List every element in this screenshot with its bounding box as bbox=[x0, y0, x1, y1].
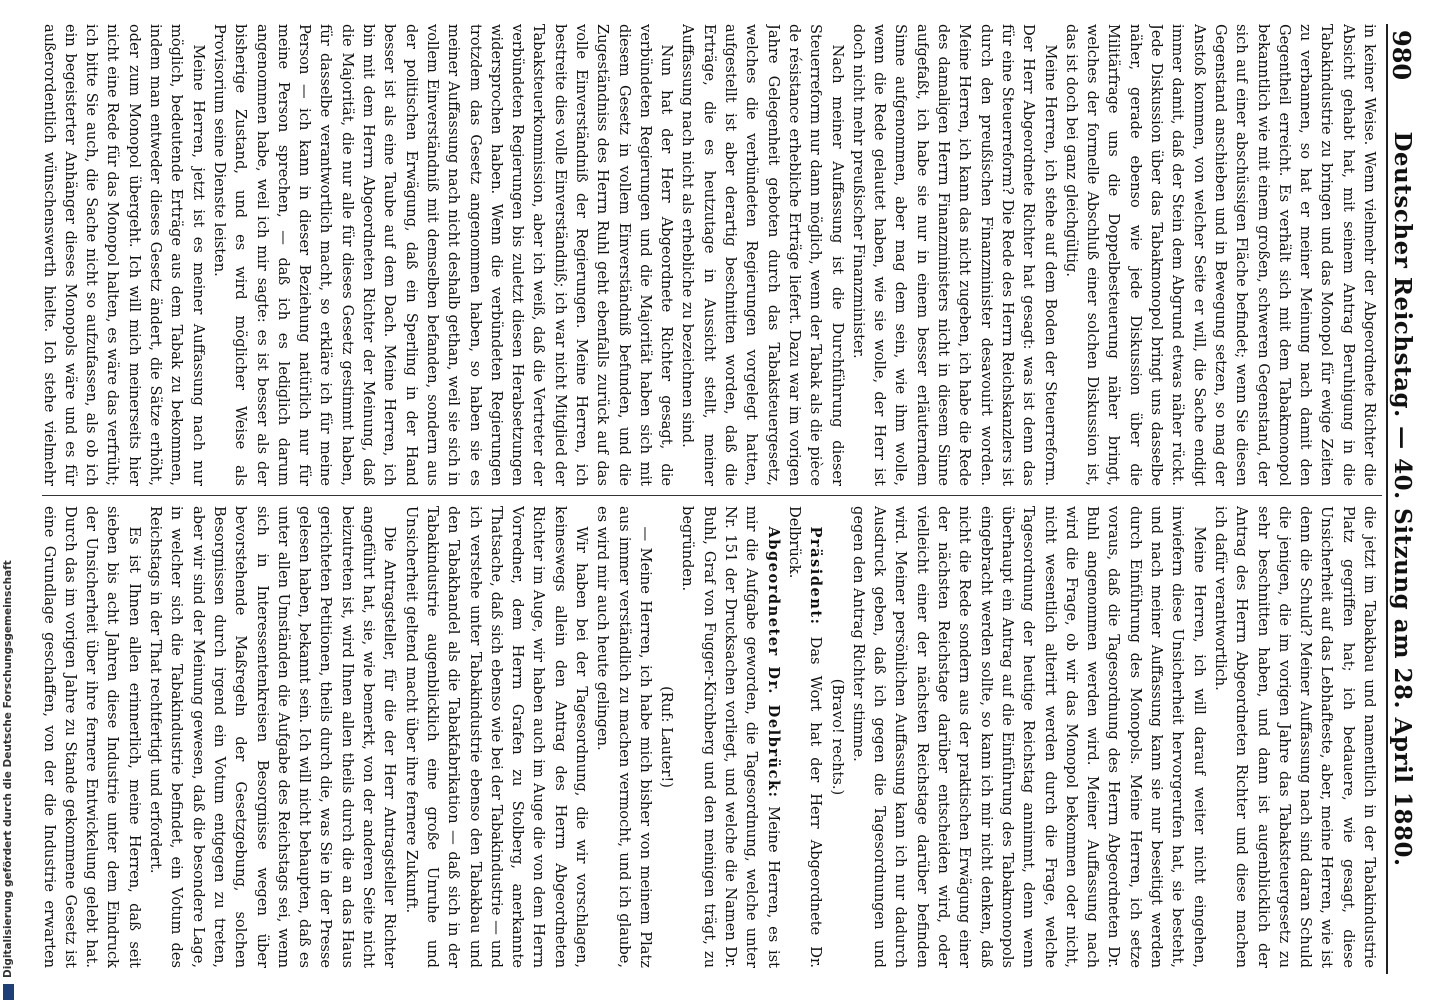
speaker-name: Präsident: bbox=[807, 526, 825, 626]
scanned-page bbox=[16, 0, 1432, 1000]
paragraph: Nach meiner Auffassung ist die Durchführung dieser Steuerreform nur dann möglich, wenn der Tabak als die pièce de résistance erhebliche Erträge liefert. Dazu war im vorigen Jahre Gelegenheit geboten durch das Tabaksteuergesetz, welches die verbündeten Regierungen vorgelegt hatten, aufgestellt ist aber derartig beschnitten worden, daß die Erträge, die es heutzutage in Aussicht stellt, meiner Auffassung nach nicht als erhebliche zu bezeichnen sind. bbox=[679, 24, 846, 486]
paragraph: Präsident: Das Wort hat der Herr Abgeordnete Dr. Delbrück. bbox=[785, 506, 825, 968]
paragraph: — Meine Herren, ich habe mich bisher von meinem Platz aus immer verständlich zu machen vermocht, und ich glaube, es wird mir auch heute gelingen. bbox=[594, 506, 654, 968]
speaker-name: Abgeordneter Dr. Delbrück: bbox=[764, 526, 782, 799]
paragraph: (Bravo! rechts.) bbox=[828, 678, 846, 796]
page-number: 980 bbox=[1387, 30, 1416, 81]
paragraph: Meine Herren, ich stehe auf dem Boden der Steuerreform. Der Herr Abgeordnete Richter hat gesagt: was ist denn das für eine Steuerreform? Die Rede des Herrn Reichskanzlers ist durch den preußischen Finanzminister desavouirt worden. Meine Herren, ich kann das nicht zugeben, ich habe die Rede des damaligen Herrn Finanzministers nicht in diesem Sinne aufgefaßt, ich habe sie nur in einem besser erläuterndem Sinne aufgenommen, aber mag dem sein, wie ihm wolle, wenn die Rede gelautet haben, wie sie wolle, der Herr ist doch nicht mehr preußischer Finanzminister. bbox=[849, 24, 1059, 486]
paragraph: Meine Herren, jetzt ist es meiner Auffassung nach nur möglich, bedeutende Erträge aus dem Tabak zu bekommen, indem man entweder dieses Gesetz ändert, die Sätze erhöht, oder zum Monopol übergeht. Ich will mich meinerseits hier nicht eine Rede für das Monopol halten, es wäre das verfrüht; ich bitte Sie auch, die Sache nicht so aufzufassen, als ob ich ein begeisterter Anhänger dieses Monopols wäre und es für außerordentlich wünschenswerth hielte. Ich stehe vielmehr bbox=[40, 24, 207, 486]
column-divider bbox=[42, 495, 1382, 496]
paragraph: die jetzt im Tabakbau und namentlich in der Tabakindustrie Platz gegriffen hat; ich bedauere, wie gesagt, diese Unsicherheit auf das Lebhafteste, aber, meine Herren, wie ist denn die Schuld? Meiner Auffassung nach sind daran Schuld die jenigen, die im vorigen Jahre das Tabaksteuergesetz zu sehr beschnitten haben, und dann ist augenblicklich der Antrag des Herrn Abgeordneten Richter und diese machen ich dafür verantwortlich. bbox=[1211, 506, 1378, 968]
page-header-title: Deutscher Reichstag. — 40. Sitzung am 28. April 1880. bbox=[1389, 131, 1416, 867]
right-column bbox=[40, 506, 1380, 968]
paragraph: Nun hat der Herr Abgeordnete Richter gesagt, die verbündeten Regierungen und die Majorität haben sich mit diesem Gesetz in vollem Einverständniß befunden, und die Zugeständniss des Herrn Ruhl geht ebenfalls zurück auf das volle Einverständniß der Regierungen. Meine Herren, ich bestreite dies volle Einverständniß; ich war nicht Mitglied der Tabaksteuerkommission, aber ich weiß, daß die Vertreter der verbündeten Regierungen bis zuletzt diesen Herabsetzungen widersprochen haben. Wenn die verbündeten Regierungen trotzdem das Gesetz angenommen haben, so haben sie es meiner Auffassung nach nicht deshalb gethan, weil sie sich in vollem Einverständniß mit demselben befanden, sondern aus der politischen Erwägung, daß ein Sperling in der Hand besser ist als eine Taube auf dem Dach. Meine Herren, ich bin mit dem Herrn Abgeordneten Richter der Meinung, daß die Majorität, die nur alle für dieses Gesetz gestimmt haben, für dasselbe verantwortlich macht, so erkläre ich für meine Person — ich kann in dieser Beziehung natürlich nur für meine Person sprechen, — daß ich es lediglich darum angenommen habe, weil ich mir sagte: es ist besser als der bisherige Zustand, und es wird möglicher Weise als Provisorium seine Dienste leisten. bbox=[210, 24, 676, 486]
paragraph: Es ist Ihnen allen erinnerlich, meine Herren, daß seit sieben bis acht Jahren diese Industrie unter dem Eindruck der Unsicherheit über ihre fernere Entwickelung gelebt hat. Durch das im vorigen Jahre zu Stande gekommene Gesetz ist eine Grundlage geschaffen, von der die Industrie erwarten bbox=[40, 506, 143, 968]
digitization-credit-text: Digitalisierung gefördert durch die Deutsche Forschungsgemeinschaft bbox=[2, 560, 14, 978]
left-column bbox=[40, 24, 1380, 486]
running-head bbox=[1386, 24, 1418, 974]
paragraph: in keiner Weise. Wenn vielmehr der Abgeordnete Richter die Absicht gehabt hat, mit seinem Antrag Beruhigung in die Tabakindustrie zu bringen und das Monopol für ewige Zeiten zu verbannen, so hat er meiner Meinung nach damit den Gegentheil erreicht. Es verhält sich mit dem Tabakmonopol bekanntlich wie mit einem großen, schweren Gegenstand, der sich auf einer abschüssigen Fläche befindet; wenn Sie diesen Gegenstand anschieben und in Bewegung setzen, so mag der Anstoß kommen, von welcher Seite er will, die Sache endigt immer damit, daß der Stein dem Abgrund etwas näher rückt. Jede Diskussion über das Tabakmonopol bringt uns dasselbe näher, gerade ebenso wie jede Diskussion über die Militärfrage uns die Doppelbesteuerung näher bringt, welches der formelle Abschluß einer solchen Diskussion ist, das ist doch bei ganz gleichgültig. bbox=[1062, 24, 1378, 486]
paragraph: Meine Herren, ich will darauf weiter nicht eingehen, inwiefern diese Unsicherheit hervorgerufen hat, sie besteht, und nach meiner Auffassung kann sie nur beseitigt werden durch Einführung des Monopols. Meine Herren, ich setze voraus, daß die Tagesordnung des Herrn Abgeordneten Dr. Buhl angenommen werden wird. Meiner Auffassung nach wird die Frage, ob wir das Monopol bekommen oder nicht, nicht wesentlich alterirt werden durch die Frage, welche Tagesordnung der heutige Reichstag annimmt, denn wenn überhaupt ein Antrag auf die Einführung des Tabakmonopols eingebracht werden sollte, so kann ich mir nicht denken, daß nicht die Rede sondern aus der praktischen Erwägung einer der nächsten Reichstage darüber entscheiden wird, oder vielleicht einer der nächsten Reichstage darüber befinden wird. Meiner persönlichen Auffassung kann ich nur dadurch Ausdruck geben, daß ich gegen die Tagesordnungen und gegen den Antrag Richter stimme. bbox=[849, 506, 1208, 968]
paragraph: Die Antragsteller, für die der Herr Antragsteller Richter angeführt hat, sie, wie bemerkt, von der anderen Seite nicht beizutreten ist, wird Ihnen allen theils durch die an das Haus gerichteten Petitionen, theils durch die, was Sie in der Presse gelesen haben, bekannt sein. Ich will nicht behaupten, daß es unter allen Umständen die Aufgabe des Reichstags sei, wenn sich in Interessentenkreisen Besorgnisse wegen über bevorstehende Maßregeln der Gesetzgebung, solchen Besorgnissen durch irgend ein Votum entgegen zu treten, aber wir sind der Meinung gewesen, daß die besondere Lage, in welcher sich die Tabakindustrie befindet, ein Votum des Reichstags in der That rechtfertigt und erfordert. bbox=[147, 506, 399, 968]
paragraph: Wir haben bei der Tagesordnung, die wir vorschlagen, keineswegs allein den Antrag des Herrn Abgeordneten Richter im Auge, wir haben auch im Auge die von dem Herrn Vorredner, dem Herrn Grafen zu Stolberg, anerkannte Thatsache, daß sich ebenso wie bei der Tabakindustrie — und ich verstehe unter Tabakindustrie ebenso den Tabakbau und den Tabakhandel als die Tabakfabrikation — daß sich in der Tabakindustrie augenblicklich eine große Unruhe und Unsicherheit geltend macht über ihre fernere Zukunft. bbox=[402, 506, 591, 968]
dfg-logo-icon bbox=[3, 984, 14, 1000]
paragraph: Abgeordneter Dr. Delbrück: Meine Herren, es ist mir die Aufgabe geworden, die Tagesordnung, welche unter Nr. 151 der Drucksachen vorliegt, und welche die Namen Dr. Buhl, Graf von Fugger-Kirchberg und den meinigen trägt, zu begründen. bbox=[679, 506, 782, 968]
paragraph: (Ruf: Lauter!) bbox=[658, 686, 676, 788]
